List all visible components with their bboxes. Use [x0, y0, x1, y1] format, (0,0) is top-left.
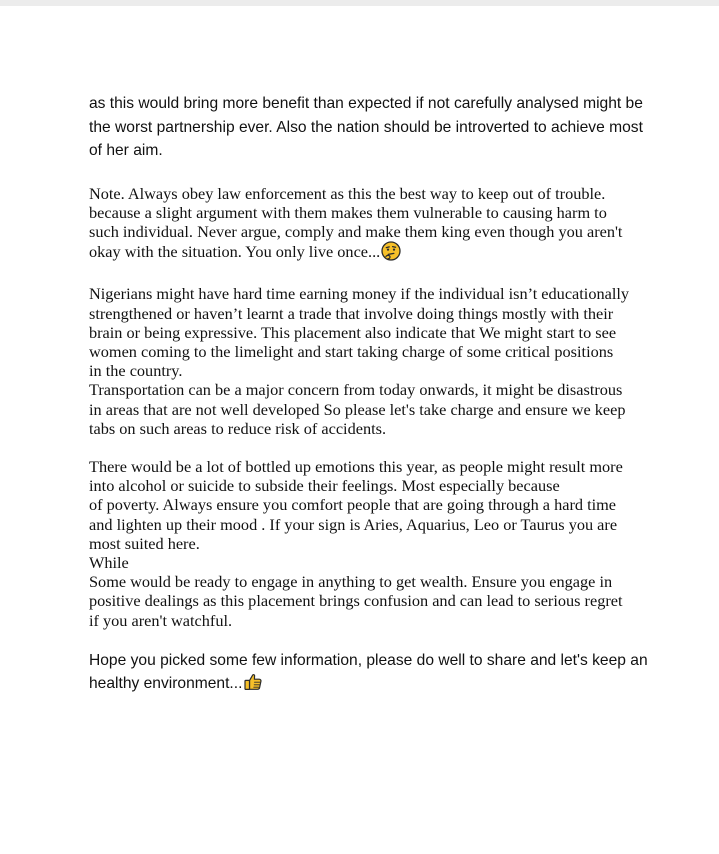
text-line: of poverty. Always ensure you comfort people that are going through a hard time: [89, 495, 617, 515]
text-line: positive dealings as this placement brings confusion and can lead to serious regret: [89, 591, 623, 611]
paragraph-gap: [89, 630, 679, 649]
paragraph-partnership: [89, 92, 679, 163]
text-line-with-icon: [89, 241, 679, 265]
text-line: in the country.: [89, 361, 183, 381]
paragraph-note: [89, 184, 679, 266]
text-line: most suited here.: [89, 533, 200, 553]
text-line: Nigerians might have hard time earning money if the individual isn’t educationally: [89, 284, 630, 304]
text-line: tabs on such areas to reduce risk of accidents.: [89, 418, 387, 438]
text-line: Note. Always obey law enforcement as this the best way to keep out of trouble.: [89, 183, 606, 203]
paragraph-closing: [89, 649, 679, 700]
top-edge-strip: [0, 0, 719, 6]
paragraph-gap: [89, 265, 679, 284]
text-line: Hope you picked some few information, please do well to share and let's keep an: [89, 651, 648, 669]
text-line: of her aim.: [89, 142, 163, 159]
text-line: Some would be ready to engage in anything to get wealth. Ensure you engage in: [89, 572, 613, 592]
text-line: the worst partnership ever. Also the nation should be introverted to achieve most: [89, 118, 643, 136]
text-line: Transportation can be a major concern from today onwards, it might be disastrous: [89, 380, 623, 400]
paragraph-gap: [89, 438, 679, 457]
paragraph-emotions-wealth: [89, 457, 679, 630]
text-line: There would be a lot of bottled up emotions this year, as people might result more: [89, 456, 623, 476]
text-line: as this would bring more benefit than expected if not carefully analysed might be: [89, 95, 643, 112]
thumbs-up-icon: [243, 672, 263, 700]
text-line: While: [89, 552, 129, 572]
text-line: such individual. Never argue, comply and make them king even though you aren't: [89, 221, 623, 241]
text-line: strengthened or haven’t learnt a trade that involve doing things mostly with their: [89, 303, 614, 323]
text-line: and lighten up their mood . If your sign is Aries, Aquarius, Leo or Taurus you are: [89, 514, 618, 534]
text-line: in areas that are not well developed So please let's take charge and ensure we keep: [89, 399, 626, 419]
text-line: women coming to the limelight and start taking charge of some critical positions: [89, 341, 614, 361]
text-line: brain or being expressive. This placement also indicate that We might start to see: [89, 322, 617, 342]
document-page: [89, 92, 679, 700]
text-line: if you aren't watchful.: [89, 610, 233, 630]
thinking-face-icon: [381, 241, 401, 265]
text-fragment: healthy environment...: [89, 675, 243, 693]
text-line: because a slight argument with them makes them vulnerable to causing harm to: [89, 202, 607, 222]
text-fragment: okay with the situation. You only live once...: [89, 242, 381, 262]
paragraph-gap: [89, 163, 679, 184]
paragraph-nigerians-transportation: [89, 284, 679, 438]
text-line-with-icon: [89, 672, 679, 700]
text-line: into alcohol or suicide to subside their feelings. Most especially because: [89, 476, 560, 496]
